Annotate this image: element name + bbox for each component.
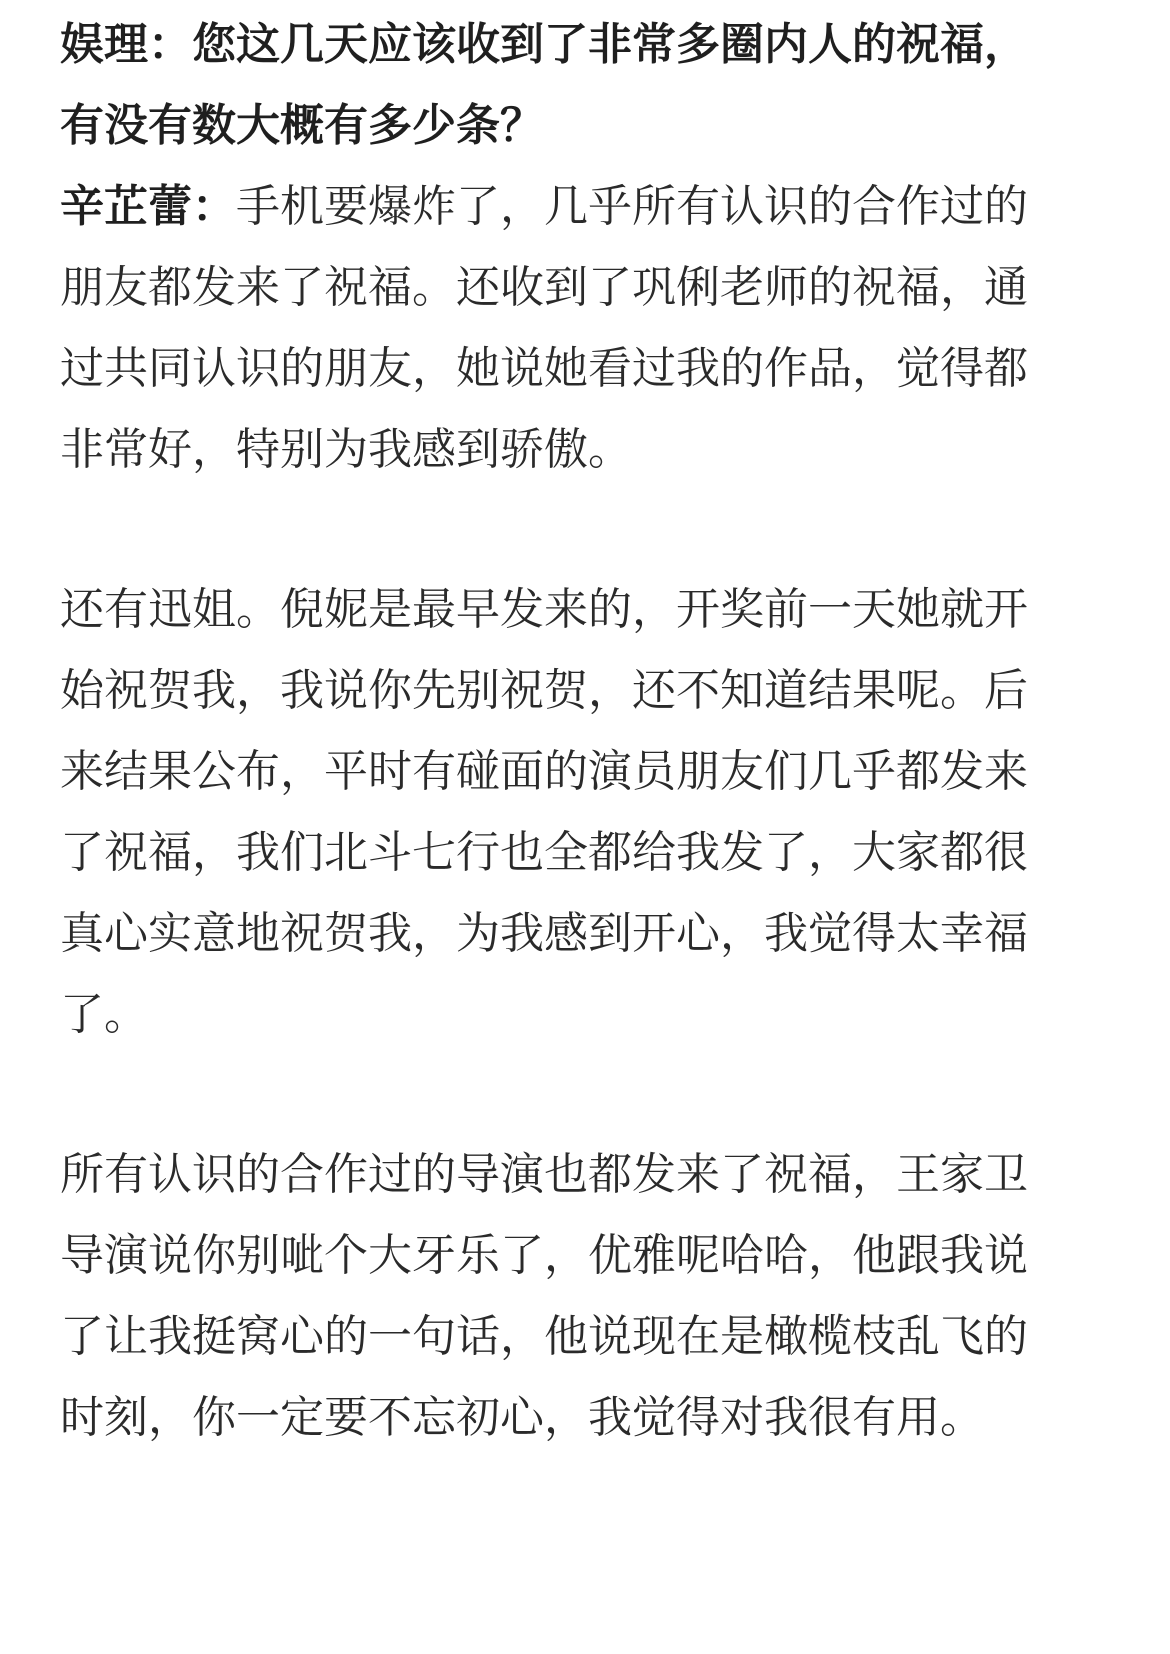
question-text: 您这几天应该收到了非常多圈内人的祝福，有没有数大概有多少条？	[60, 19, 1028, 151]
article-page	[0, 4, 1170, 1654]
answer-paragraph	[60, 166, 1060, 490]
body-paragraph: 还有迅姐。倪妮是最早发来的，开奖前一天她就开始祝贺我，我说你先别祝贺，还不知道结果呢。后来结果公布，平时有碰面的演员朋友们几乎都发来了祝福，我们北斗七行也全都给我发了，大家都很真心实意地祝贺我，为我感到开心，我觉得太幸福了。	[60, 584, 1028, 1040]
body-paragraph: 所有认识的合作过的导演也都发来了祝福，王家卫导演说你别呲个大牙乐了，优雅呢哈哈，他跟我说了让我挺窝心的一句话，他说现在是橄榄枝乱飞的时刻，你一定要不忘初心，我觉得对我很有用。	[60, 1149, 1028, 1443]
question-speaker: 娱理：	[60, 19, 192, 70]
question-paragraph	[60, 4, 1060, 166]
answer-text: 手机要爆炸了，几乎所有认识的合作过的朋友都发来了祝福。还收到了巩俐老师的祝福，通过共同认识的朋友，她说她看过我的作品，觉得都非常好，特别为我感到骄傲。	[60, 181, 1028, 475]
answer-speaker: 辛芷蕾：	[60, 181, 236, 232]
